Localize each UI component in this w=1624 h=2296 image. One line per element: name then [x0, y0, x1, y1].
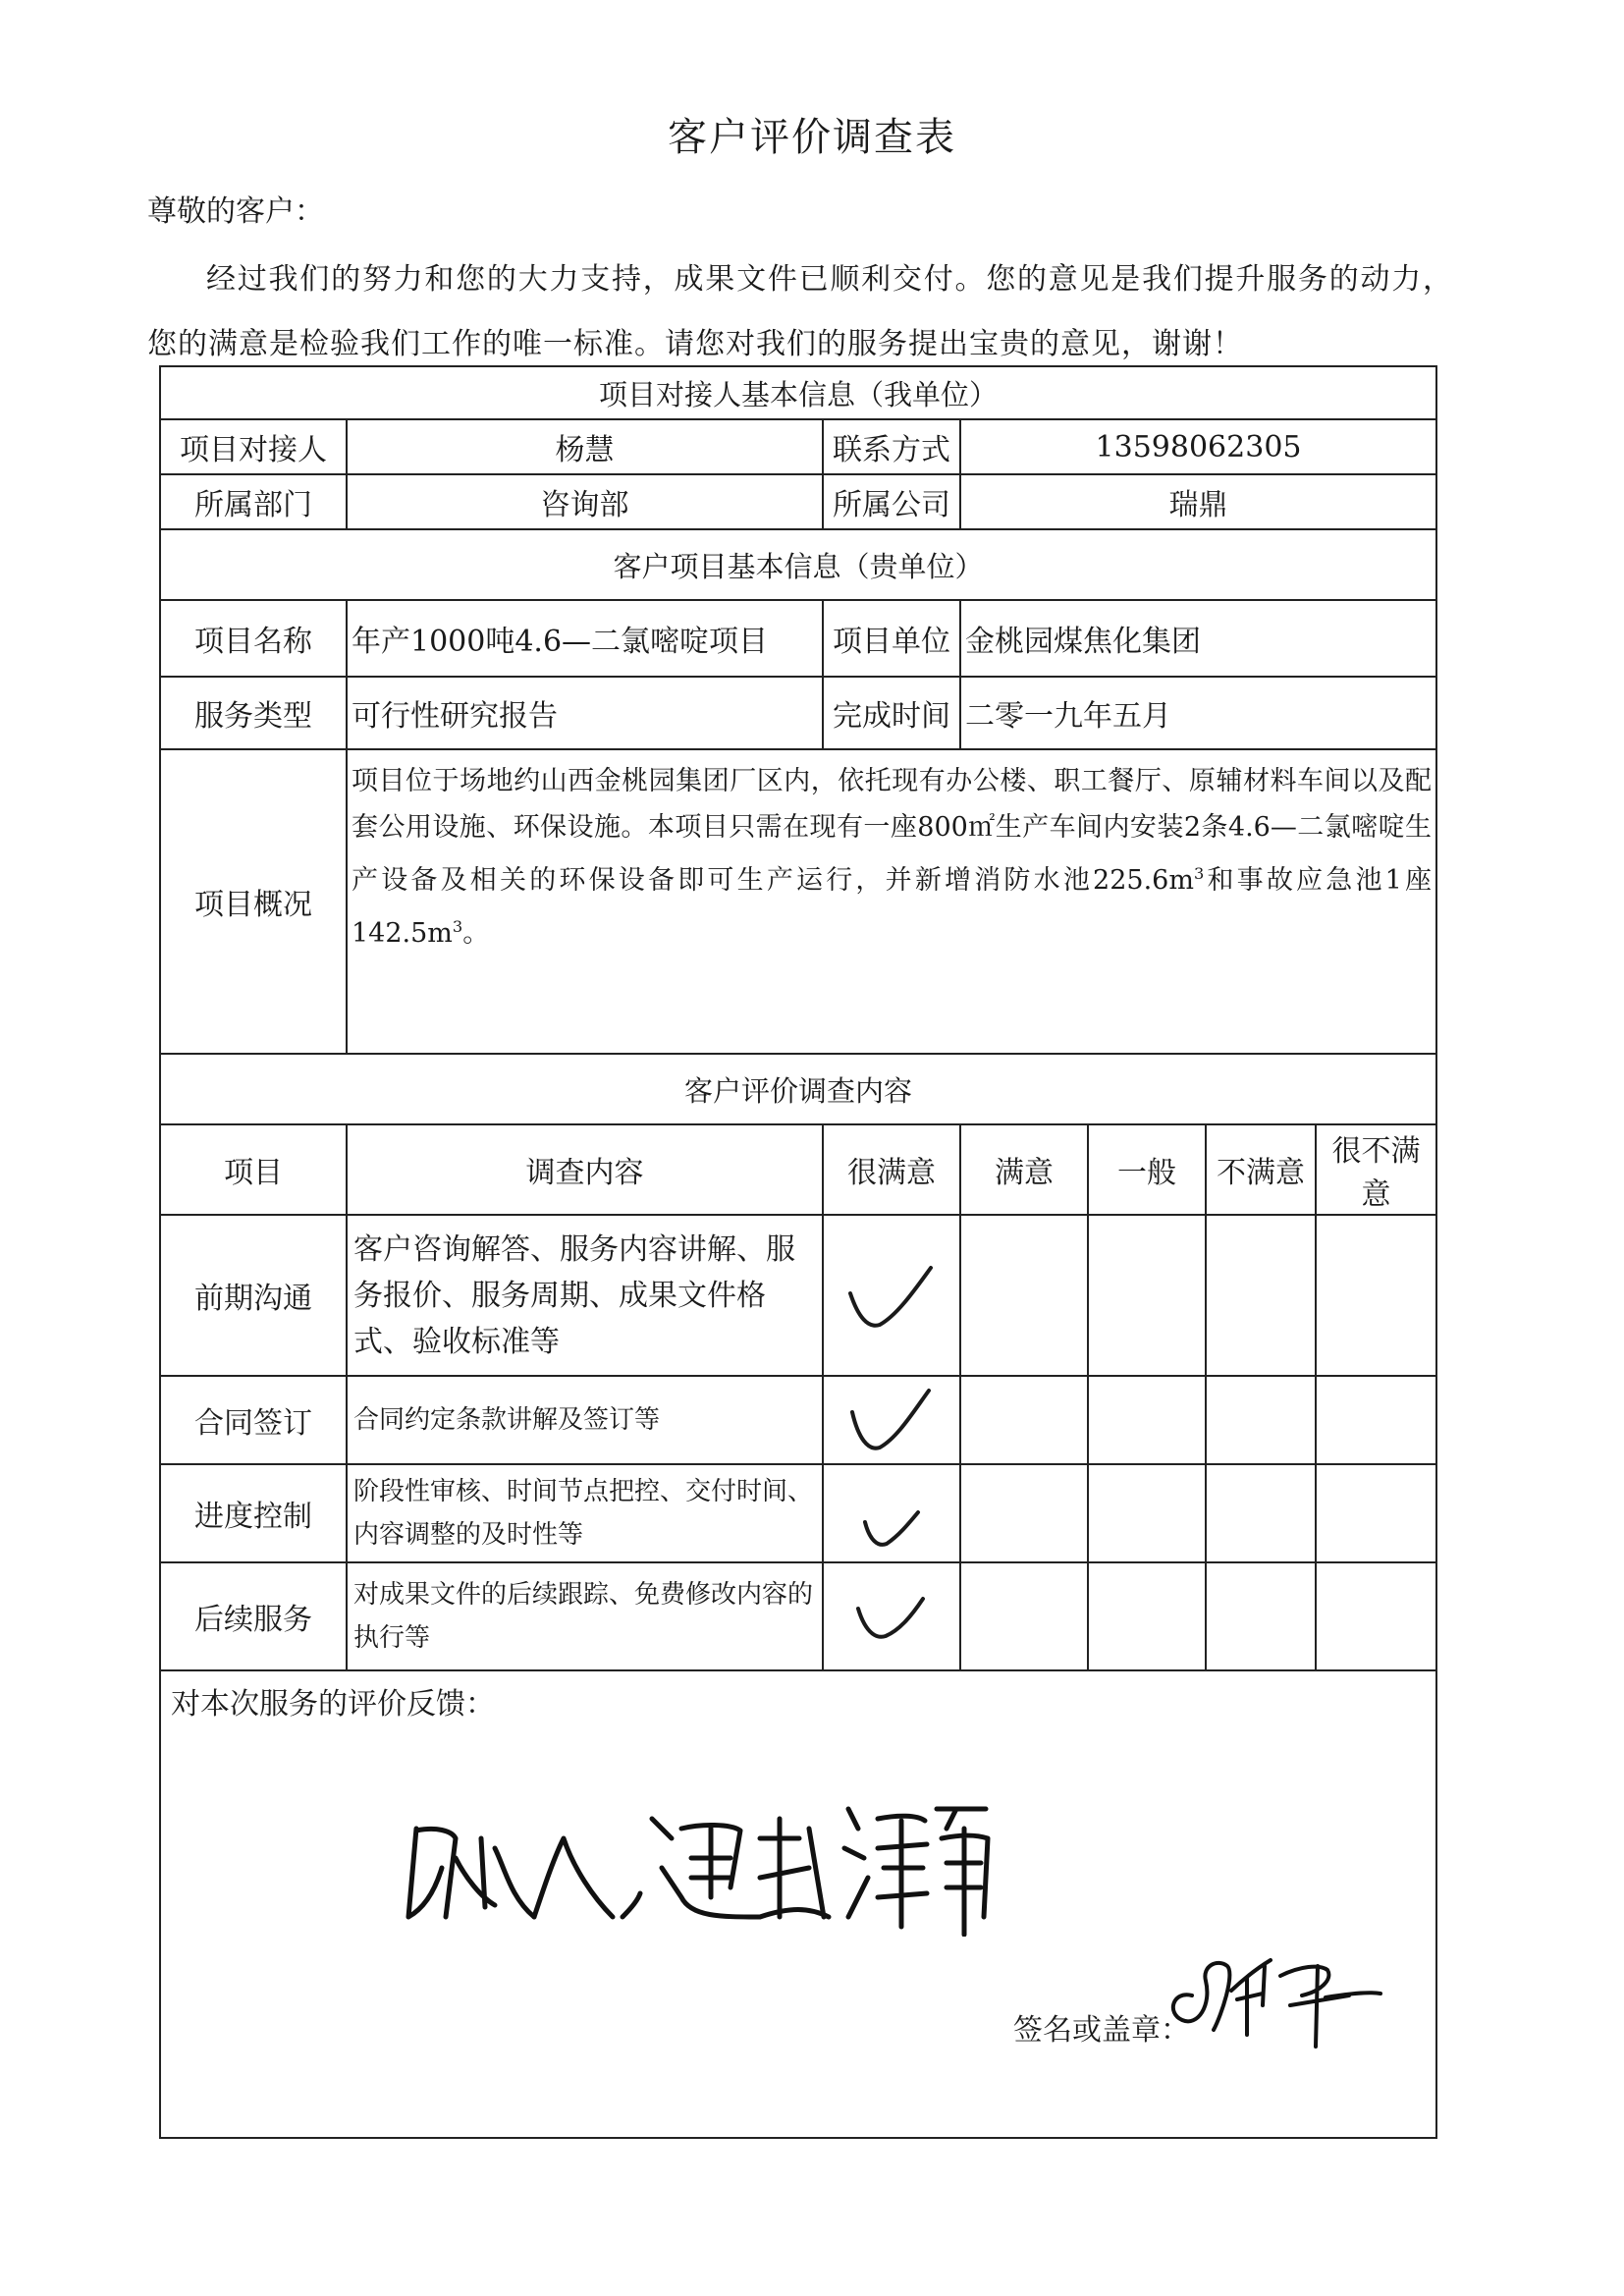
satisfied-cell[interactable] [960, 1562, 1088, 1670]
overview-label: 项目概况 [160, 749, 347, 1054]
very-dissatisfied-cell[interactable] [1316, 1464, 1436, 1562]
row-content: 客户咨询解答、服务内容讲解、服务报价、服务周期、成果文件格式、验收标准等 [347, 1215, 823, 1376]
satisfied-cell[interactable] [960, 1215, 1088, 1376]
row-item: 合同签订 [160, 1376, 347, 1464]
dissatisfied-cell[interactable] [1206, 1464, 1316, 1562]
service-type-label: 服务类型 [160, 677, 347, 749]
table-row [160, 1215, 1436, 1376]
row-content: 合同约定条款讲解及签订等 [347, 1376, 823, 1464]
very-dissatisfied-cell[interactable] [1316, 1215, 1436, 1376]
project-unit-label: 项目单位 [823, 600, 960, 677]
completion-time-label: 完成时间 [823, 677, 960, 749]
satisfied-cell[interactable] [960, 1464, 1088, 1562]
company-label: 所属公司 [823, 474, 960, 529]
col-dissatisfied: 不满意 [1206, 1124, 1316, 1215]
average-cell[interactable] [1088, 1464, 1206, 1562]
very-satisfied-cell[interactable] [823, 1562, 960, 1670]
table-row [160, 1376, 1436, 1464]
col-content: 调查内容 [347, 1124, 823, 1215]
row-content: 对成果文件的后续跟踪、免费修改内容的执行等 [347, 1562, 823, 1670]
survey-header: 客户评价调查内容 [160, 1054, 1436, 1124]
project-unit-value: 金桃园煤焦化集团 [960, 600, 1436, 677]
dept-label: 所属部门 [160, 474, 347, 529]
signature-label: 签名或盖章： [1013, 2013, 1190, 2048]
client-info-header: 客户项目基本信息（贵单位） [160, 529, 1436, 600]
average-cell[interactable] [1088, 1562, 1206, 1670]
col-average: 一般 [1088, 1124, 1206, 1215]
very-satisfied-cell[interactable] [823, 1215, 960, 1376]
col-satisfied: 满意 [960, 1124, 1088, 1215]
company-value: 瑞鼎 [960, 474, 1436, 529]
overview-text: 项目位于场地约山西金桃园集团厂区内，依托现有办公楼、职工餐厅、原辅材料车间以及配套公用设施、环保设施。本项目只需在现有一座800㎡生产车间内安装2条4.6—二氯嘧啶生产设备及相关的环保设备即可生产运行，并新增消防水池$225.6m^3$和事故应急池1座$142.5m^3$。 [347, 749, 1436, 1054]
phone-value: 13598062305 [960, 419, 1436, 474]
average-cell[interactable] [1088, 1376, 1206, 1464]
col-item: 项目 [160, 1124, 347, 1215]
checkmark-icon [842, 1256, 941, 1335]
project-name-label: 项目名称 [160, 600, 347, 677]
greeting: 尊敬的客户： [147, 194, 324, 229]
checkmark-icon [844, 1585, 939, 1648]
phone-label: 联系方式 [823, 419, 960, 474]
dissatisfied-cell[interactable] [1206, 1562, 1316, 1670]
table-row [160, 1562, 1436, 1670]
very-dissatisfied-cell[interactable] [1316, 1562, 1436, 1670]
table-row [160, 1464, 1436, 1562]
service-type-value: 可行性研究报告 [347, 677, 823, 749]
our-info-header: 项目对接人基本信息（我单位） [160, 366, 1436, 419]
handwritten-comment-icon [387, 1770, 1015, 1937]
dissatisfied-cell[interactable] [1206, 1376, 1316, 1464]
checkmark-icon [842, 1383, 941, 1457]
completion-time-value: 二零一九年五月 [960, 677, 1436, 749]
contact-value: 杨慧 [347, 419, 823, 474]
satisfied-cell[interactable] [960, 1376, 1088, 1464]
row-content: 阶段性审核、时间节点把控、交付时间、内容调整的及时性等 [347, 1464, 823, 1562]
page-title: 客户评价调查表 [668, 115, 956, 160]
row-item: 后续服务 [160, 1562, 347, 1670]
col-very-dissatisfied: 很不满意 [1316, 1124, 1436, 1215]
very-dissatisfied-cell[interactable] [1316, 1376, 1436, 1464]
very-satisfied-cell[interactable] [823, 1464, 960, 1562]
project-name-value: 年产1000吨4.6—二氯嘧啶项目 [347, 600, 823, 677]
very-satisfied-cell[interactable] [823, 1376, 960, 1464]
signature-icon [1153, 1937, 1388, 2054]
contact-label: 项目对接人 [160, 419, 347, 474]
feedback-box[interactable] [160, 1670, 1436, 2138]
survey-form [159, 365, 1437, 2139]
average-cell[interactable] [1088, 1215, 1206, 1376]
row-item: 进度控制 [160, 1464, 347, 1562]
dept-value: 咨询部 [347, 474, 823, 529]
col-very-satisfied: 很满意 [823, 1124, 960, 1215]
feedback-label: 对本次服务的评价反馈： [171, 1687, 495, 1722]
intro-paragraph: 经过我们的努力和您的大力支持，成果文件已顺利交付。您的意见是我们提升服务的动力，您的满意是检验我们工作的唯一标准。请您对我们的服务提出宝贵的意见，谢谢！ [147, 262, 1453, 361]
checkmark-icon [847, 1495, 936, 1554]
row-item: 前期沟通 [160, 1215, 347, 1376]
dissatisfied-cell[interactable] [1206, 1215, 1316, 1376]
